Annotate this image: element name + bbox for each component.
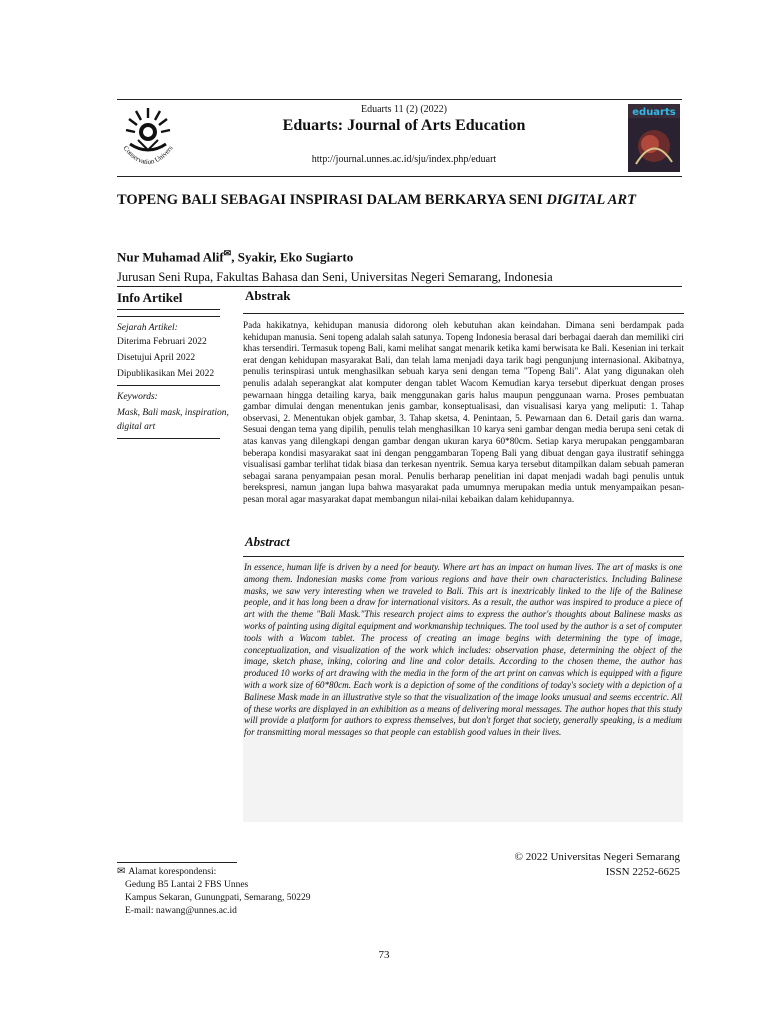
abstract-heading: Abstract <box>245 534 290 549</box>
abstract-text: In essence, human life is driven by a need for beauty. Where art has an impact on human lives. The art of masks is one among them. Indonesian masks come from various regions and have their own characteristics. Including Balinese masks, we saw very interesting when we traveled to Bali. This art is inextricably linked to the life of the Balinese people, and it has long been a draw for international visitors. As a result, the author was inspired to produce a piece of art with the theme "Bali Mask."This research project aims to express the author's thoughts about Balinese masks as works of painting using digital equipment and workmanship techniques. The tool used by the author is a set of computer tools with a Wacom tablet. The process of creating an image begins with determining the type of image, conceptualization, and visualization of the work which includes: observation phase, determining the object of the image, sketch phase, inking, coloring and line and color details. According to the chosen theme, the author has produced 10 works of art drawing with the media in the form of the art print on canvas which is equipped with a figure with a work size of 60*80cm. Each work is a depiction of some of the conditions of today's society with a depiction of a Balinese Mask made in an illustrative style so that the visualization of the image looks unusual and seems eccentric. All of these works are displayed in an exhibition as a means of delivering moral messages. The author hopes that this study will provide a platform for authors to express themselves, but don't forget that society, generally speaking, is a medium for transmitting moral messages so that people can establish good values in their lives. <box>244 562 682 738</box>
article-title-main: TOPENG BALI SEBAGAI INSPIRASI DALAM BERKARYA SENI <box>117 192 547 208</box>
abstract-rule <box>243 556 684 557</box>
article-history <box>117 321 214 381</box>
journal-cover-thumbnail <box>628 104 680 172</box>
corr-email[interactable]: E-mail: nawang@unnes.ac.id <box>125 906 237 916</box>
corr-address-2: Kampus Sekaran, Gunungpati, Semarang, 50229 <box>125 893 311 903</box>
keywords-label: Keywords: <box>117 392 158 402</box>
section-top-rule <box>117 286 682 287</box>
correspondence-mail-icon: ✉ <box>223 248 232 258</box>
info-rule-1 <box>117 309 220 310</box>
abstrak-rule <box>243 313 684 314</box>
info-rule-4 <box>117 438 220 439</box>
logo-text: Conservation Univers <box>121 144 175 167</box>
corr-label: Alamat korespondensi: <box>128 867 217 877</box>
article-affiliation: Jurusan Seni Rupa, Fakultas Bahasa dan Seni, Universitas Negeri Semarang, Indonesia <box>117 270 553 284</box>
page-number: 73 <box>378 949 390 961</box>
footnote-rule <box>117 862 237 863</box>
correspondence-block <box>117 865 310 918</box>
header-bottom-rule <box>117 176 682 177</box>
cover-title: eduarts <box>632 107 676 118</box>
issn: ISSN 2252-6625 <box>605 866 680 878</box>
date-accepted: Disetujui April 2022 <box>117 353 196 363</box>
article-title-italic: DIGITAL ART <box>546 192 636 208</box>
info-rule-3 <box>117 385 220 386</box>
mail-icon: ✉ <box>117 866 126 877</box>
keywords-line-2: digital art <box>117 422 156 432</box>
article-title <box>117 191 677 210</box>
author-first: Nur Muhamad Alif <box>117 249 224 265</box>
copyright: © 2022 Universitas Negeri Semarang <box>514 851 680 863</box>
date-published: Dipublikasikan Mei 2022 <box>117 369 215 379</box>
author-rest: , Syakir, Eko Sugiarto <box>231 249 354 265</box>
article-authors <box>117 248 353 265</box>
history-label: Sejarah Artikel: <box>117 323 178 333</box>
university-seal-icon <box>117 100 179 175</box>
date-received: Diterima Februari 2022 <box>117 337 207 347</box>
header-top-rule <box>117 99 682 100</box>
abstrak-text: Pada hakikatnya, kehidupan manusia didorong oleh kebutuhan akan keindahan. Dimana seni berdampak pada kehidupan manusia. Seni topeng adalah salah satunya. Topeng Indonesia berasal dari berbagai daerah dan memiliki ciri khas tersendiri. Termasuk topeng Bali, kami melihat sangat menarik ketika kami berwisata ke Bali. Kesenian ini terkait erat dengan kehidupan masyarakat Bali, dan telah lama menjadi daya tarik bagi pengunjung internasional. Akibatnya, penulis terinspirasi untuk menghasilkan sebuah karya seni dengan tema "Topeng Bali". Alat yang digunakan oleh penulis adalah seperangkat alat komputer dengan tablet Wacom Kemudian karya tersebut diperkuat dengan proses pewarnaan hingga detailing karya, baik menggunakan garis halus maupun penggunaan warna. Proses pembuatan gambar dimulai dengan menentukan jenis gambar, konseptualisasi, dan visualisasi karya yang meliputi: 1. Tahap observasi, 2. Menentukan objek gambar, 3. Tahap sketsa, 4. Penintaan, 5. Pewarnaan dan 6. Detail garis dan warna. Sesuai dengan tema yang dipilih, penulis telah menghasilkan 10 karya seni gambar dengan media berupa seni cetak di atas kanvas yang dilengkapi dengan gambar dengan ukuran karya 60*80cm. Setiap karya merupakan penggambaran beberapa kondisi masyarakat saat ini dengan penggambaran Topeng Bali yang dibuat dengan gaya ilustratif sehingga visualisasi gambar terlihat tidak biasa dan terkesan nyentrik. Semua karya tersebut ditampilkan dalam sebuah pameran sebagai sarana penyampaian pesan moral. Penulis berharap penelitian ini dapat menjadi wadah bagi penulis untuk berekspresi, namun jangan lupa bahwa masyarakat pada umumnya merupakan media untuk menyampaikan pesan-pesan moral agar masyarakat dapat membangun nilai-nilai kebaikan dalam kehidupannya. <box>243 320 684 504</box>
abstrak-heading: Abstrak <box>245 288 291 303</box>
journal-issue: Eduarts 11 (2) (2022) <box>361 104 447 115</box>
info-heading: Info Artikel <box>117 290 183 305</box>
journal-title: Eduarts: Journal of Arts Education <box>282 117 526 134</box>
journal-url[interactable]: http://journal.unnes.ac.id/sju/index.php/eduart <box>311 154 497 165</box>
info-rule-2 <box>117 316 220 317</box>
keywords-line-1: Mask, Bali mask, inspiration, <box>117 408 229 418</box>
keywords-block <box>117 390 229 434</box>
corr-address-1: Gedung B5 Lantai 2 FBS Unnes <box>125 880 249 890</box>
